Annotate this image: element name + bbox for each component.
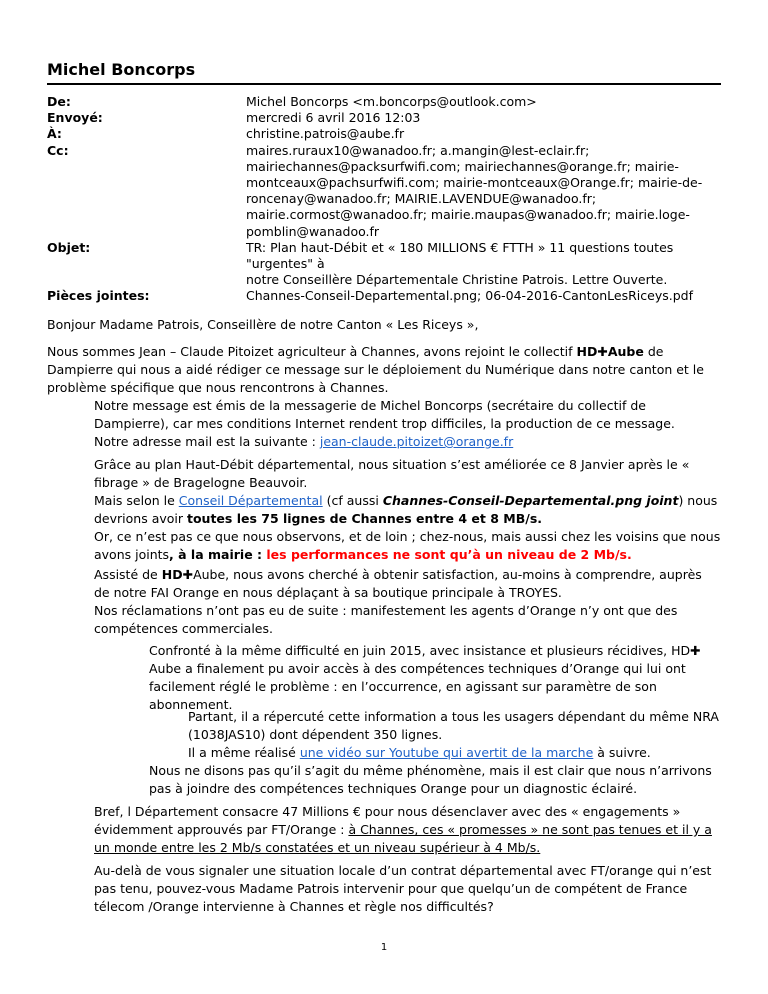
address-line [94,433,721,451]
greeting: Bonjour Madame Patrois, Conseillère de notre Canton « Les Riceys », [47,317,479,332]
plan-text-b2: (cf aussi [322,493,383,508]
attachment-reference: Channes-Conseil-Departemental.png joint [382,493,679,508]
header-row-to [47,126,721,142]
june-text-b: Aube a finalement pu avoir accès à des compétences techniques d’Orange qui lui ont facilement réglé le problème : en l’occurrence, en agissant sur paramètre de son abonnement. [149,661,686,712]
cc-line: roncenay@wanadoo.fr; MAIRIE.LAVENDUE@wanadoo.fr; [246,191,597,207]
sender-note-text: Notre message est émis de la messagerie de Michel Boncorps (secrétaire du collectif de Dampierre), car mes conditions Internet rendent trop difficiles, la production de ce message. [94,398,675,431]
cc-line: pomblin@wanadoo.fr [246,223,380,239]
hd-label: HD [161,567,183,582]
cross-icon: ✚ [597,344,608,359]
plan-text-b4: ) nous devrions avoir [94,493,718,526]
paragraph-orange-visit [94,566,721,638]
observed-speed-period: . [627,547,632,562]
plan-text-a: Grâce au plan Haut-Débit départemental, nous situation s’est améliorée ce 8 Janvier après le « fibrage » de Bragelogne Beauvoir. [94,457,690,490]
address-label: Notre adresse mail est la suivante : [94,434,320,449]
header-row-subject [47,240,721,289]
cross-icon: ✚ [690,643,701,658]
video-line [188,744,721,762]
attachments-value: Channes-Conseil-Departemental.png; 06-04-2016-CantonLesRiceys.pdf [246,288,693,304]
intro-text-b: de Dampierre qui nous a aidé rédiger ce message sur le déploiement du Numérique dans notre canton et le problème spécifique que nous rencontrons à Channes. [47,344,704,395]
subject-value [246,240,721,289]
conseil-departemental-link[interactable]: Conseil Départemental [178,493,323,508]
title-rule [47,83,721,85]
cc-label: Cc: [47,142,69,158]
cc-line: montceaux@pachsurfwifi.com; mairie-montceaux@Orange.fr; mairie-de- [246,175,703,191]
header-row-cc [47,143,721,240]
video-text-a: Il a même réalisé [188,745,300,760]
header-row-from [47,94,721,110]
video-text-b: à suivre. [593,745,651,760]
orange-visit-rest: Aube, nous avons cherché à obtenir satisfaction, au-moins à comprendre, auprès de notre FAI Orange en nous déplaçant à sa boutique principale à TROYES. [94,567,702,600]
hd-label: HD [671,643,691,658]
observed-speed: les performances ne sont qu’à un niveau de 2 Mb/s [266,547,627,562]
budget-text-a: Bref, l Département consacre 47 Millions € pour nous désenclaver avec des « engagements » évidemment approuvés par FT/Orange : [94,804,681,837]
plan-text-c1: Or, ce n’est pas ce que nous observons, et de loin ; chez-nous, mais aussi chez les voisins que nous avons joints [94,529,721,562]
sent-label: Envoyé: [47,110,103,126]
assiste-text: Assisté de [94,567,162,582]
paragraph-diagnostic: Nous ne disons pas qu’il s’agit du même phénomène, mais il est clair que nous n’arrivons pas à joindre des compétences techniques Orange pour un diagnostic éclairé. [149,763,712,796]
subject-line: TR: Plan haut-Débit et « 180 MILLIONS € FTTH » 11 questions toutes "urgentes" à [246,239,674,272]
paragraph-request: Au-delà de vous signaler une situation locale d’un contrat départemental avec FT/orange qui n’est pas tenu, pouvez-vous Madame Patrois intervenir pour que quelqu’un de compétent de France télecom /Orange intervienne à Channes et règle nos difficultés? [94,863,712,914]
plan-text-c2: , à la mairie : [169,547,267,562]
paragraph-sender-note [94,397,721,451]
cc-value [246,143,721,240]
complaints-text: Nos réclamations n’ont pas eu de suite : manifestement les agents d’Orange n’y ont que des compétences commerciales. [94,603,678,636]
plan-text-b [94,492,721,528]
email-link[interactable]: jean-claude.pitoizet@orange.fr [319,434,514,449]
from-label: De: [47,94,71,109]
header-row-sent [47,110,721,126]
subject-line: notre Conseillère Départementale Christine Patrois. Lettre Ouverte. [246,272,668,288]
cc-line: mairiechannes@packsurfwifi.com; mairiechannes@orange.fr; mairie- [246,158,679,174]
cc-line: maires.ruraux10@wanadoo.fr; a.mangin@lest-eclair.fr; [246,142,590,158]
sent-value: mercredi 6 avril 2016 12:03 [246,110,421,126]
youtube-video-link[interactable]: une vidéo sur Youtube qui avertit de la marche [299,745,594,760]
attachments-label: Pièces jointes: [47,288,150,304]
june-text-a: Confronté à la même difficulté en juin 2015, avec insistance et plusieurs récidives, [149,643,672,658]
sender-name-title: Michel Boncorps [47,60,196,79]
paragraph-budget [94,803,721,857]
nra-text: Partant, il a répercuté cette information a tous les usagers dépendant du même NRA (1038JAS10) dont dépendent 350 lignes. [188,709,719,742]
subject-label: Objet: [47,239,91,255]
cross-icon: ✚ [182,567,194,582]
plan-text-c [94,528,721,564]
orange-visit-text [94,566,721,602]
expected-speed: toutes les 75 lignes de Channes entre 4 et 8 MB/s. [186,511,543,526]
to-label: À: [47,126,62,142]
intro-text-a: Nous sommes Jean – Claude Pitoizet agriculteur à Channes, avons rejoint le collectif [47,344,577,359]
paragraph-intro [47,343,721,397]
aube-label: Aube [607,344,644,359]
paragraph-nra-info [188,708,721,762]
email-header-block [47,94,721,305]
cc-line: mairie.cormost@wanadoo.fr; mairie.maupas@wanadoo.fr; mairie.loge- [246,207,690,223]
hd-label: HD [576,344,598,359]
paragraph-june-2015 [149,642,721,714]
budget-text-b: à Channes, ces « promesses » ne sont pas tenues et il y a un monde entre les 2 Mb/s constatées et un niveau supérieur à 4 Mb/s. [94,822,712,855]
from-value: Michel Boncorps <m.boncorps@outlook.com> [246,94,537,109]
header-row-attachments [47,288,721,304]
to-value: christine.patrois@aube.fr [246,126,405,142]
page-number: 1 [380,942,388,953]
plan-text-b1: Mais selon le [94,493,179,508]
paragraph-plan [94,456,721,564]
